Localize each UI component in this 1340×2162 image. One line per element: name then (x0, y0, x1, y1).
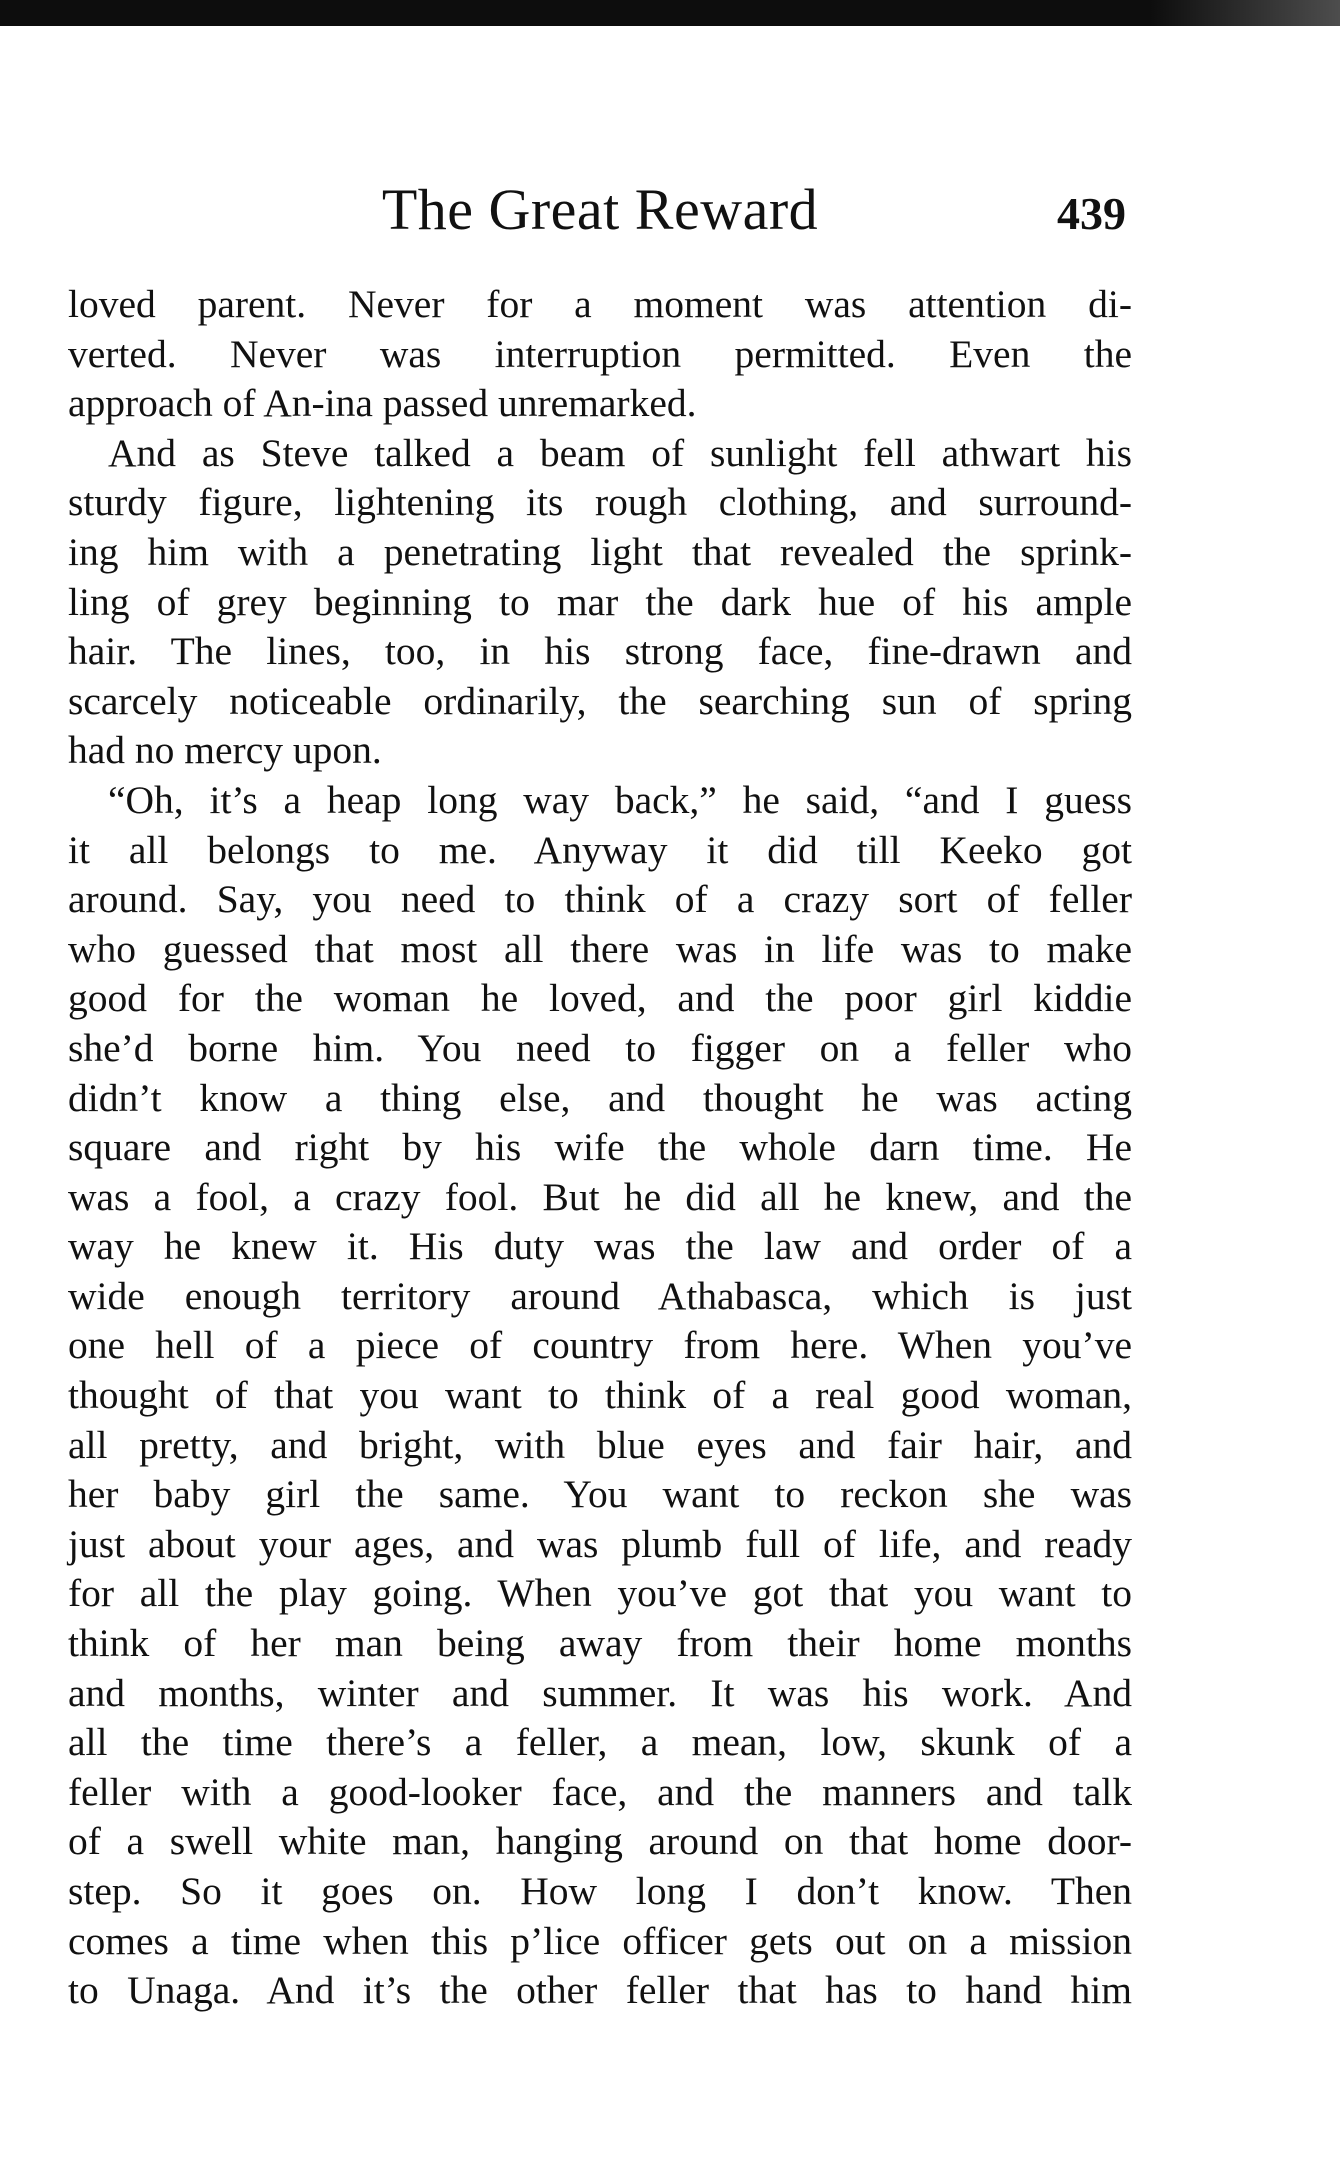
text-line: ling of grey beginning to mar the dark hue of his ample (68, 579, 1132, 624)
text-line: was a fool, a crazy fool. But he did all he knew, and the (68, 1174, 1132, 1219)
text-line: feller with a good-looker face, and the manners and talk (68, 1769, 1132, 1814)
text-line: her baby girl the same. You want to reckon she was (68, 1472, 1132, 1517)
text-line: of a swell white man, hanging around on that home door- (68, 1819, 1132, 1864)
page-title: The Great Reward (381, 177, 819, 242)
text-line: approach of An-ina passed unremarked. (68, 381, 697, 426)
text-line: around. Say, you need to think of a crazy sort of feller (68, 877, 1132, 922)
paragraph-1 (68, 280, 1132, 429)
text-line: all pretty, and bright, with blue eyes and fair hair, and (68, 1422, 1132, 1467)
text-line: thought of that you want to think of a real good woman, (68, 1373, 1132, 1418)
text-line: sturdy figure, lightening its rough clothing, and surround- (68, 480, 1132, 525)
text-line: loved parent. Never for a moment was attention di- (68, 282, 1132, 326)
paragraph-2 (68, 429, 1132, 776)
text-line: good for the woman he loved, and the poor girl kiddie (68, 976, 1132, 1021)
text-line: and months, winter and summer. It was his work. And (68, 1670, 1132, 1715)
scan-top-edge (0, 0, 1340, 26)
text-line: And as Steve talked a beam of sunlight fell athwart his (108, 430, 1132, 475)
text-line: way he knew it. His duty was the law and order of a (68, 1224, 1132, 1269)
page-number: 439 (1057, 188, 1126, 239)
text-line: think of her man being away from their home months (68, 1621, 1132, 1666)
text-line: had no mercy upon. (68, 728, 382, 773)
text-line: scarcely noticeable ordinarily, the searching sun of spring (68, 678, 1132, 723)
text-line: comes a time when this p’lice officer gets out on a mission (68, 1918, 1132, 1963)
text-line: all the time there’s a feller, a mean, low, skunk of a (68, 1720, 1132, 1765)
book-page (68, 170, 1132, 2016)
text-line: hair. The lines, too, in his strong face, fine-drawn and (68, 629, 1132, 674)
text-line: just about your ages, and was plumb full of life, and ready (68, 1521, 1132, 1566)
text-line: ing him with a penetrating light that revealed the sprink- (68, 529, 1132, 574)
text-line: one hell of a piece of country from here. When you’ve (68, 1323, 1132, 1368)
text-line: verted. Never was interruption permitted. Even the (68, 331, 1132, 376)
text-line: wide enough territory around Athabasca, which is just (68, 1273, 1132, 1318)
running-head (68, 170, 1132, 250)
text-line: step. So it goes on. How long I don’t know. Then (68, 1869, 1132, 1913)
text-line: square and right by his wife the whole darn time. He (68, 1125, 1132, 1170)
text-line: it all belongs to me. Anyway it did till Keeko got (68, 827, 1132, 872)
text-line: “Oh, it’s a heap long way back,” he said, “and I guess (108, 777, 1132, 822)
scan-top-edge-fade (1150, 0, 1340, 26)
body-text (68, 280, 1132, 2016)
text-line: didn’t know a thing else, and thought he was acting (68, 1075, 1132, 1120)
text-line: she’d borne him. You need to figger on a feller who (68, 1025, 1132, 1070)
text-line: who guessed that most all there was in life was to make (68, 926, 1132, 971)
text-line: for all the play going. When you’ve got that you want to (68, 1571, 1132, 1616)
paragraph-3 (68, 776, 1132, 2016)
text-line: to Unaga. And it’s the other feller that has to hand him (68, 1968, 1132, 2013)
